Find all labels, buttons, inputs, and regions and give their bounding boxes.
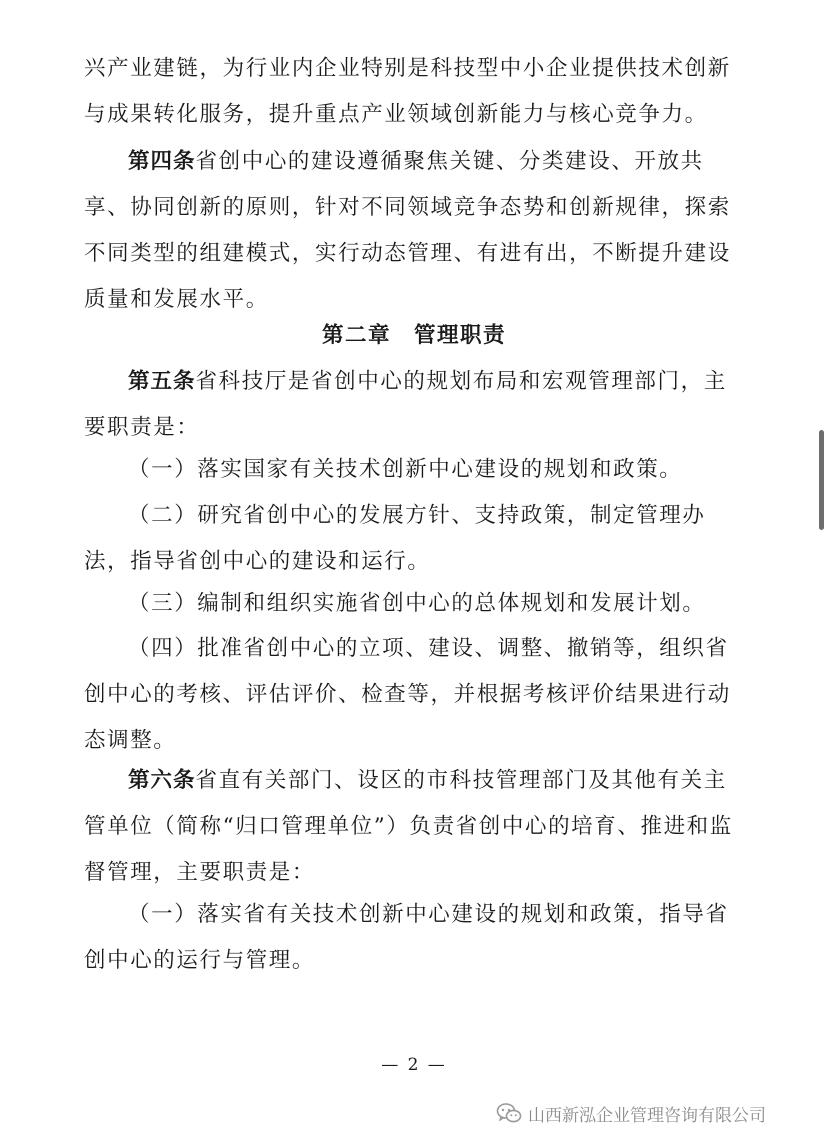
article-6: [84, 758, 744, 896]
article-4: [84, 139, 744, 323]
article-text: 省科技厅是省创中心的规划布局和宏观管理部门，主要职责是：: [84, 369, 727, 440]
page-number: — 2 —: [381, 1055, 447, 1075]
chapter-heading: 第二章 管理职责: [321, 323, 506, 348]
article-label: 第四条: [128, 149, 196, 174]
list-item: （二）研究省创中心的发展方针、支持政策，制定管理办法，指导省创中心的建设和运行。: [84, 503, 706, 574]
article-label: 第六条: [128, 768, 196, 793]
article-5: [84, 359, 744, 451]
list-item: （一）落实省有关技术创新中心建设的规划和政策，指导省创中心的运行与管理。: [84, 902, 729, 973]
watermark-text: 山西新泓企业管理咨询有限公司: [528, 1105, 766, 1126]
article-text: 省直有关部门、设区的市科技管理部门及其他有关主管单位（简称“归口管理单位”）负责省创中心的培育、推进和监督管理，主要职责是：: [84, 768, 733, 885]
wechat-icon: [496, 1102, 522, 1124]
article-text: 省创中心的建设遵循聚焦关键、分类建设、开放共享、协同创新的原则，针对不同领域竞争态势和创新规律，探索不同类型的组建模式，实行动态管理、有进有出，不断提升建设质量和发展水平。: [84, 149, 731, 312]
source-watermark: [496, 1100, 766, 1126]
list-item: （三）编制和组织实施省创中心的总体规划和发展计划。: [128, 591, 706, 616]
article-label: 第五条: [128, 369, 196, 394]
list-item: （四）批准省创中心的立项、建设、调整、撤销等，组织省创中心的考核、评估评价、检查等，并根据考核评价结果进行动态调整。: [84, 636, 731, 753]
list-item: （一）落实国家有关技术创新中心建设的规划和政策。: [128, 457, 683, 482]
scrollbar-thumb[interactable]: [819, 430, 824, 530]
paragraph-continuation: 兴产业建链，为行业内企业特别是科技型中小企业提供技术创新与成果转化服务，提升重点产业领域创新能力与核心竞争力。: [84, 56, 731, 127]
